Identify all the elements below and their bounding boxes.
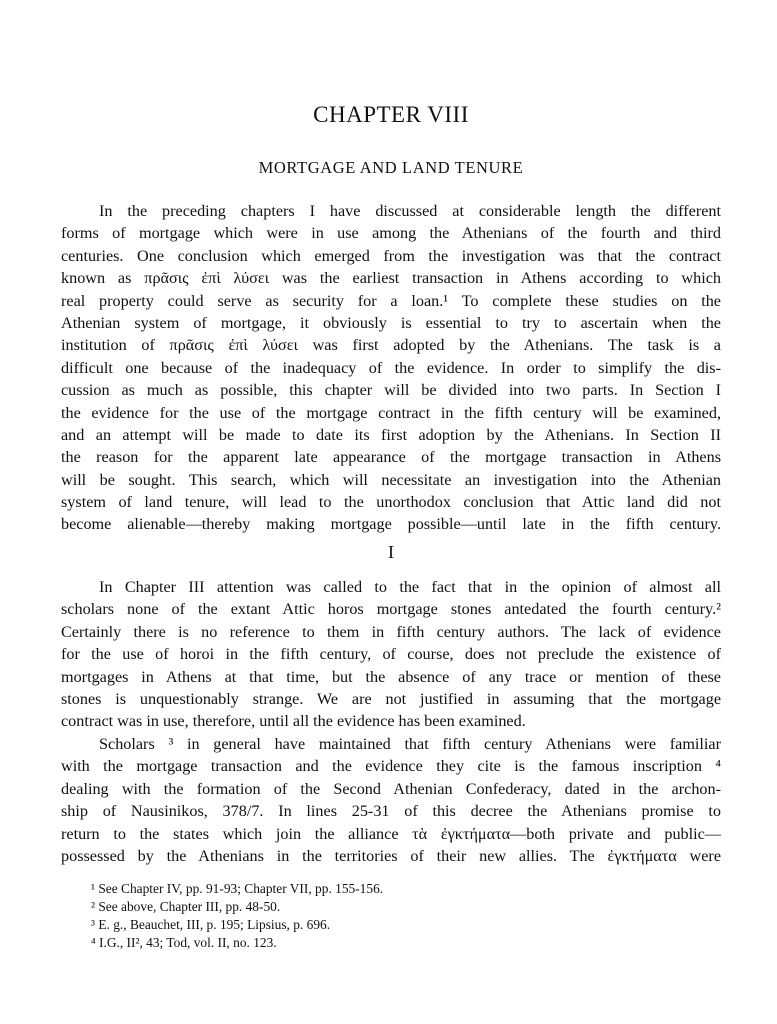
text-line: for the use of horoi in the fifth century, of course, does not preclude the existence of (61, 645, 721, 664)
text-line: the reason for the apparent late appearance of the mortgage transaction in Athens (61, 448, 721, 467)
text-line: scholars none of the extant Attic horos mortgage stones antedated the fourth century.² (61, 600, 721, 619)
footnote: ¹ See Chapter IV, pp. 91-93; Chapter VII, pp. 155-156. (91, 881, 384, 896)
text-line: Certainly there is no reference to them in fifth century authors. The lack of evidence (61, 622, 721, 641)
text-line: dealing with the formation of the Second Athenian Confederacy, dated in the archon- (61, 779, 721, 798)
text-line: cussion as much as possible, this chapter will be divided into two parts. In Section I (61, 381, 721, 400)
text-line: difficult one because of the inadequacy of the evidence. In order to simplify the dis- (61, 358, 721, 377)
section-numeral: I (388, 542, 394, 562)
text-line: with the mortgage transaction and the evidence they cite is the famous inscription ⁴ (61, 757, 721, 776)
text-line: the evidence for the use of the mortgage contract in the fifth century will be examined, (61, 403, 721, 422)
text-line: In Chapter III attention was called to the fact that in the opinion of almost all (99, 578, 721, 596)
text-line: stones is unquestionably strange. We are not justified in assuming that the mortgage (61, 689, 721, 708)
text-line: known as πρᾶσις ἐπὶ λύσει was the earliest transaction in Athens according to which (61, 269, 721, 288)
footnote: ⁴ I.G., II², 43; Tod, vol. II, no. 123. (91, 935, 277, 950)
text-line: possessed by the Athenians in the territories of their new allies. The ἐγκτήματα were (61, 846, 721, 865)
text-line: centuries. One conclusion which emerged from the investigation was that the contract (61, 246, 721, 265)
intro-paragraph (61, 200, 721, 536)
text-line: contract was in use, therefore, until all the evidence has been examined. (61, 712, 526, 731)
text-line: mortgages in Athens at that time, but the absence of any trace or mention of these (61, 667, 721, 686)
text-line: real property could serve as security for a loan.¹ To complete these studies on the (61, 291, 721, 310)
text-line: become alienable—thereby making mortgage possible—until late in the fifth century. (61, 515, 721, 534)
text-line: Scholars ³ in general have maintained that fifth century Athenians were familiar (99, 735, 721, 753)
text-line: and an attempt will be made to date its first adoption by the Athenians. In Section II (61, 425, 721, 444)
text-line: institution of πρᾶσις ἐπὶ λύσει was first adopted by the Athenians. The task is a (61, 336, 721, 355)
text-line: return to the states which join the alliance τὰ ἐγκτήματα—both private and public— (61, 824, 721, 843)
chapter-subtitle: MORTGAGE AND LAND TENURE (258, 158, 524, 177)
section-paragraph-1 (61, 576, 721, 733)
text-line: In the preceding chapters I have discussed at considerable length the different (99, 202, 721, 220)
text-line: Athenian system of mortgage, it obviously is essential to try to ascertain when the (61, 313, 721, 332)
text-line: forms of mortgage which were in use among the Athenians of the fourth and third (61, 224, 721, 243)
text-line: system of land tenure, will lead to the unorthodox conclusion that Attic land did not (61, 493, 721, 512)
text-line: will be sought. This search, which will necessitate an investigation into the Athenian (61, 470, 721, 489)
footnotes (91, 880, 711, 952)
footnote: ² See above, Chapter III, pp. 48-50. (91, 899, 281, 914)
text-line: ship of Nausinikos, 378/7. In lines 25-31 of this decree the Athenians promise to (61, 802, 721, 821)
chapter-title: CHAPTER VIII (313, 102, 469, 127)
footnote: ³ E. g., Beauchet, III, p. 195; Lipsius, p. 696. (91, 917, 331, 932)
section-paragraph-2 (61, 733, 721, 867)
